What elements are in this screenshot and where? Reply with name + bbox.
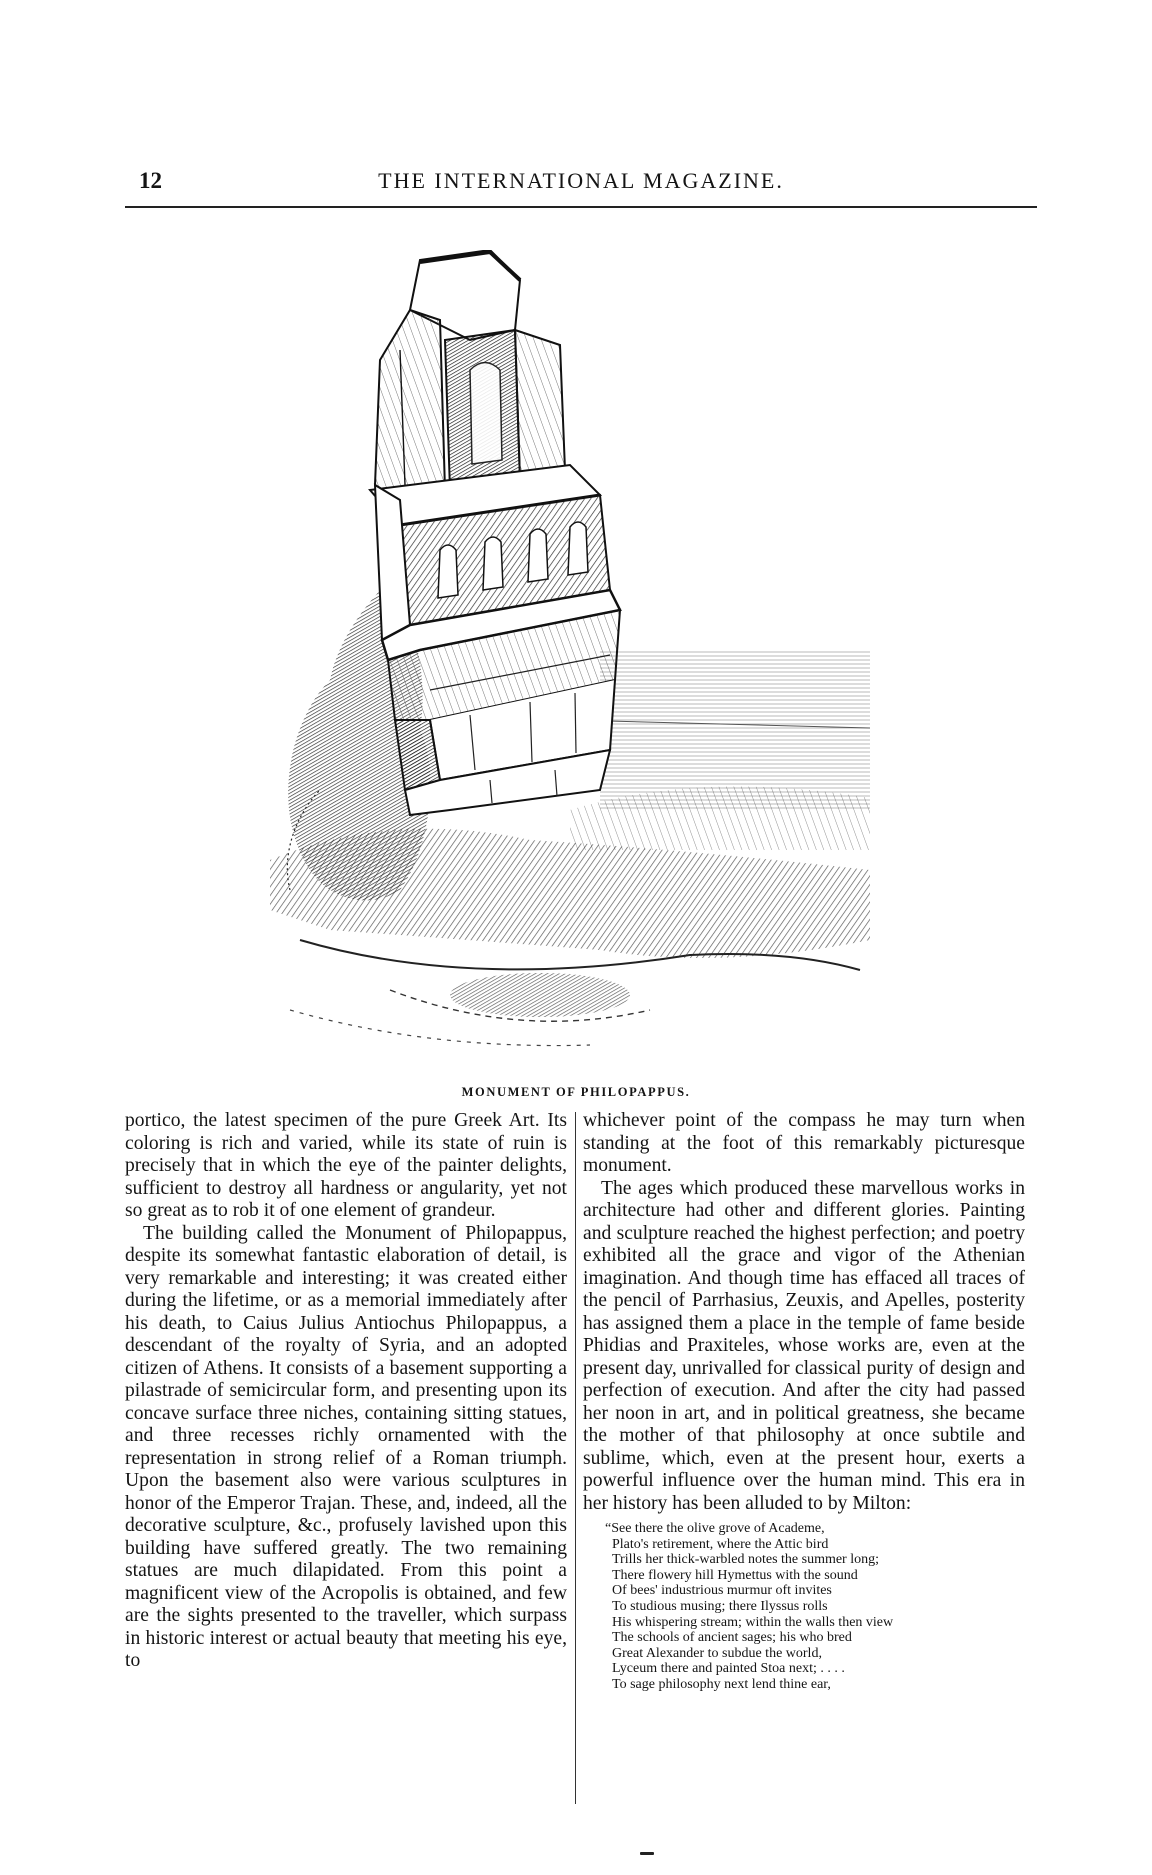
running-header — [125, 168, 1037, 208]
figure-caption: MONUMENT OF PHILOPAPPUS. — [461, 1085, 691, 1099]
article-body — [125, 1110, 1040, 1810]
verse-line: The schools of ancient sages; his who bred — [612, 1630, 852, 1646]
column-divider — [575, 1112, 576, 1804]
page-number: 12 — [139, 168, 162, 193]
milton-verse — [605, 1521, 1025, 1693]
running-title: THE INTERNATIONAL MAGAZINE. — [378, 168, 784, 193]
verse-line: To sage philosophy next lend thine ear, — [612, 1676, 831, 1692]
paragraph: The building called the Monument of Philopappus, despite its somewhat fantastic elaboration of detail, is very remarkable and interesting; it was created either during the lifetime, or as a memorial immediately after his death, to Caius Julius Antiochus Philopappus, a descendant of the royalty of Syria, and an adopted citizen of Athens. It consists of a basement supporting a pilastrade of semicircular form, and presenting upon its concave surface three niches, containing sitting statues, and three recesses richly ornamented with the representation in strong relief of a Roman triumph. Upon the basement also were various sculptures in honor of the Emperor Trajan. These, and, indeed, all the decorative sculpture, &c., profusely lavished upon this building have suffered greatly. The two remaining statues are much dilapidated. From this point a magnificent view of the Acropolis is obtained, and few are the sights presented to the traveller, which surpass in historic interest or actual beauty that meeting his eye, to — [125, 1222, 567, 1671]
paragraph: portico, the latest specimen of the pure Greek Art. Its coloring is rich and varied, while its state of ruin is precisely that in which the eye of the painter delights, sufficient to destroy all hardness or angularity, yet not so great as to rob it of one element of grandeur. — [125, 1110, 567, 1221]
verse-line: Great Alexander to subdue the world, — [612, 1645, 822, 1661]
monument-engraving — [270, 250, 880, 1070]
verse-line: There flowery hill Hymettus with the sound — [612, 1567, 858, 1583]
verse-line: To studious musing; there Ilyssus rolls — [612, 1598, 828, 1614]
footer-mark — [640, 1852, 654, 1855]
paragraph: The ages which produced these marvellous works in architecture had other and different glories. Painting and sculpture reached the highest perfection; and poetry exhibited all the grace and vigor of the Athenian imagination. And though time has effaced all traces of the pencil of Parrhasius, Zeuxis, and Apelles, posterity has assigned them a place in the temple of fame beside Phidias and Praxiteles, whose works are, even at the present day, unrivalled for classical purity of design and perfection of execution. And after the city had passed her noon in art, and in political greatness, she became the mother of that philosophy at once subtile and sublime, which, even at the present hour, exerts a powerful influence over the human mind. This era in her history has been alluded to by Milton: — [583, 1177, 1025, 1514]
verse-line: Lyceum there and painted Stoa next; . . . . — [612, 1661, 845, 1677]
header-rule — [125, 206, 1037, 208]
verse-line: “See there the olive grove of Academe, — [605, 1521, 825, 1536]
verse-line: Plato's retirement, where the Attic bird — [612, 1536, 829, 1552]
monument — [370, 250, 620, 815]
verse-line: Of bees' industrious murmur oft invites — [612, 1583, 832, 1599]
verse-line: Trills her thick-warbled notes the summer long; — [612, 1552, 879, 1568]
right-column — [583, 1110, 1025, 1693]
left-column — [125, 1110, 567, 1673]
paragraph: whichever point of the compass he may turn when standing at the foot of this remarkably picturesque monument. — [583, 1110, 1025, 1176]
verse-line: His whispering stream; within the walls then view — [612, 1614, 894, 1630]
